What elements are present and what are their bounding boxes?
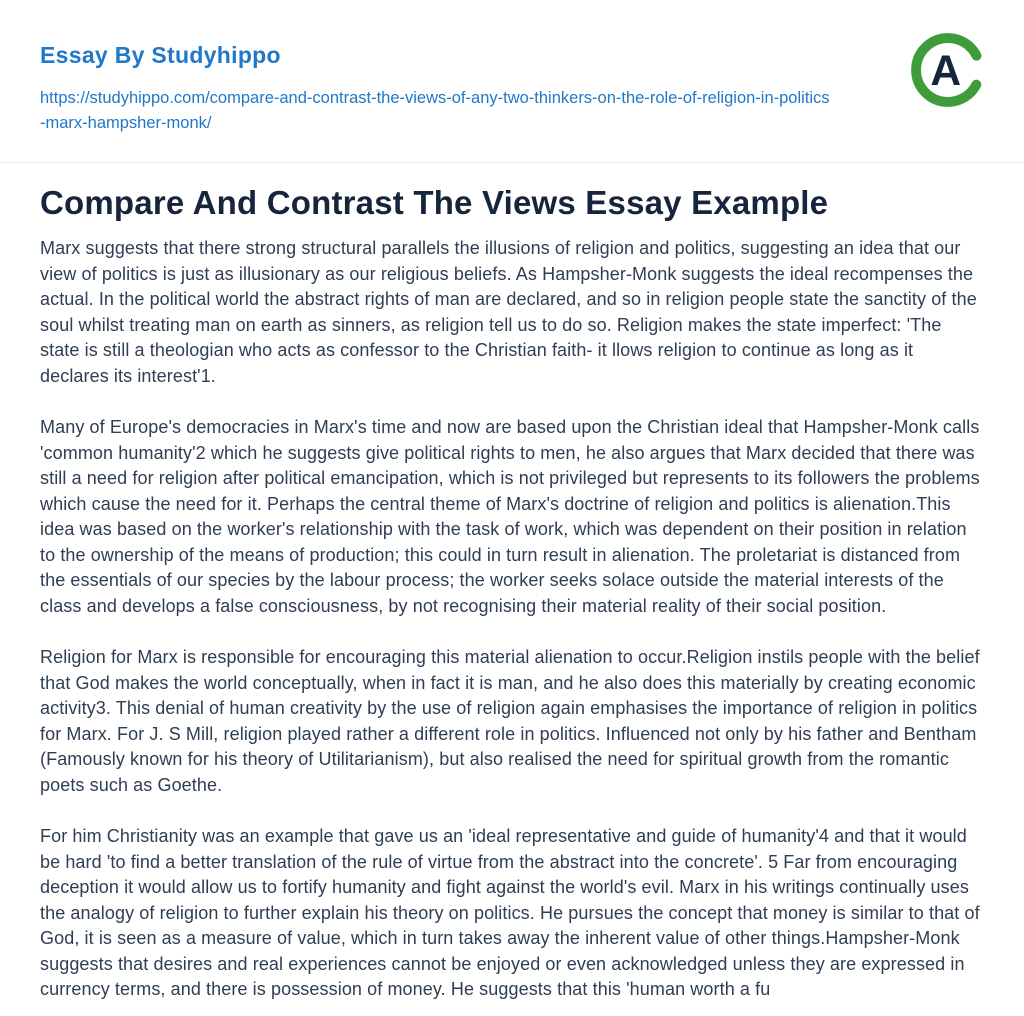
essay-paragraph: Marx suggests that there strong structural parallels the illusions of religion and politics, suggesting an idea that our view of politics is just as illusionary as our religious beliefs. As Hampsher-Monk suggests the ideal recompenses the actual. In the political world the abstract rights of man are declared, and so in religion people state the sanctity of the soul whilst treating man on earth as sinners, as religion tell us to do so. Religion makes the state imperfect: 'The state is still a theologian who acts as confessor to the Christian faith- it llows religion to continue as long as it declares its interest'1. [40, 238, 977, 386]
page-header [0, 0, 1024, 163]
essay-paragraph: Religion for Marx is responsible for encouraging this material alienation to occur.Religion instils people with the belief that God makes the world conceptually, when in fact it is man, and he also does this materially by creating economic activity3. This denial of human creativity by the use of religion again emphasises the importance of religion in politics for Marx. For J. S Mill, religion played rather a different role in politics. Influenced not only by his father and Bentham (Famously known for his theory of Utilitarianism), but also realised the need for spiritual growth from the romantic poets such as Goethe. [40, 647, 980, 795]
site-title: Essay By Studyhippo [40, 42, 281, 68]
essay-title: Compare And Contrast The Views Essay Example [40, 183, 829, 221]
logo-letter: A [930, 47, 962, 96]
essay-body [40, 236, 984, 1003]
studyhippo-logo[interactable] [910, 32, 986, 108]
essay-content [0, 163, 1024, 1003]
header-divider [0, 162, 1024, 163]
source-url-link[interactable]: https://studyhippo.com/compare-and-contrast-the-views-of-any-two-thinkers-on-the-role-of-religion-in-politics-marx-hampsher-monk/ [40, 88, 830, 133]
essay-paragraph: For him Christianity was an example that gave us an 'ideal representative and guide of humanity'4 and that it would be hard 'to find a better translation of the rule of virtue from the abstract into the concrete'. 5 Far from encouraging deception it would allow us to fortify humanity and fight against the world's evil. Marx in his writings continually uses the analogy of religion to further explain his theory on politics. He pursues the concept that money is similar to that of God, it is seen as a measure of value, which in turn takes away the inherent value of other things.Hampsher-Monk suggests that desires and real experiences cannot be enjoyed or even acknowledged unless they are expressed in currency terms, and there is possession of money. He suggests that this 'human worth a fu [40, 826, 980, 1000]
header-text-block [40, 42, 860, 137]
essay-paragraph: Many of Europe's democracies in Marx's time and now are based upon the Christian ideal that Hampsher-Monk calls 'common humanity'2 which he suggests give political rights to men, he also argues that Marx decided that there was still a need for religion after political emancipation, which is not privileged but represents to its followers the problems which cause the need for it. Perhaps the central theme of Marx's doctrine of religion and politics is alienation.This idea was based on the worker's relationship with the task of work, which was dependent on their position in relation to the ownership of the means of production; this could in turn result in alienation. The proletariat is distanced from the essentials of our species by the labour process; the worker seeks solace outside the material interests of the class and develops a false consciousness, by not recognising their material reality of their social position. [40, 417, 980, 616]
logo-ring-icon [910, 32, 986, 108]
